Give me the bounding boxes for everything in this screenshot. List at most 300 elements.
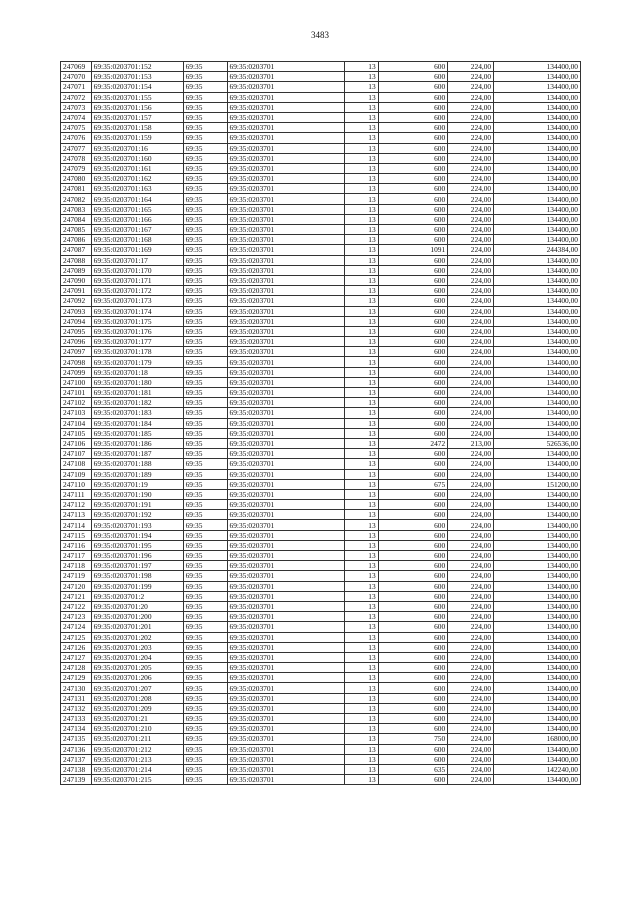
unit-value-cell: 224,00 — [448, 591, 494, 601]
row-number-cell: 247074 — [61, 112, 92, 122]
unit-value-cell: 224,00 — [448, 642, 494, 652]
unit-value-cell: 224,00 — [448, 316, 494, 326]
cadastral-number-cell: 69:35:0203701:179 — [91, 357, 183, 367]
table-row — [61, 245, 581, 255]
table-row — [61, 82, 581, 92]
cadastral-number-cell: 69:35:0203701:180 — [91, 377, 183, 387]
cadastral-value-cell: 134400,00 — [494, 225, 581, 235]
cadastral-value-cell: 134400,00 — [494, 357, 581, 367]
category-code-cell: 13 — [344, 591, 378, 601]
cadastral-value-cell: 134400,00 — [494, 683, 581, 693]
district-code-cell: 69:35 — [183, 255, 227, 265]
cadastral-value-cell: 134400,00 — [494, 724, 581, 734]
district-code-cell: 69:35 — [183, 714, 227, 724]
table-row — [61, 92, 581, 102]
row-number-cell: 247111 — [61, 489, 92, 499]
cadastral-number-cell: 69:35:0203701:19 — [91, 479, 183, 489]
cadastral-value-cell: 134400,00 — [494, 744, 581, 754]
table-row — [61, 601, 581, 611]
land-area-cell: 600 — [378, 612, 447, 622]
row-number-cell: 247080 — [61, 174, 92, 184]
unit-value-cell: 224,00 — [448, 62, 494, 72]
category-code-cell: 13 — [344, 143, 378, 153]
unit-value-cell: 224,00 — [448, 398, 494, 408]
quarter-code-cell: 69:35:0203701 — [227, 520, 344, 530]
table-row — [61, 143, 581, 153]
row-number-cell: 247121 — [61, 591, 92, 601]
row-number-cell: 247093 — [61, 306, 92, 316]
row-number-cell: 247098 — [61, 357, 92, 367]
table-row — [61, 163, 581, 173]
land-area-cell: 600 — [378, 143, 447, 153]
unit-value-cell: 224,00 — [448, 275, 494, 285]
row-number-cell: 247078 — [61, 153, 92, 163]
quarter-code-cell: 69:35:0203701 — [227, 530, 344, 540]
unit-value-cell: 224,00 — [448, 72, 494, 82]
unit-value-cell: 224,00 — [448, 102, 494, 112]
land-area-cell: 600 — [378, 551, 447, 561]
unit-value-cell: 224,00 — [448, 632, 494, 642]
cadastral-number-cell: 69:35:0203701:189 — [91, 469, 183, 479]
cadastral-number-cell: 69:35:0203701:161 — [91, 163, 183, 173]
table-row — [61, 438, 581, 448]
land-area-cell: 600 — [378, 174, 447, 184]
land-area-cell: 600 — [378, 744, 447, 754]
district-code-cell: 69:35 — [183, 245, 227, 255]
cadastral-number-cell: 69:35:0203701:157 — [91, 112, 183, 122]
cadastral-number-cell: 69:35:0203701:190 — [91, 489, 183, 499]
table-row — [61, 693, 581, 703]
district-code-cell: 69:35 — [183, 744, 227, 754]
category-code-cell: 13 — [344, 581, 378, 591]
cadastral-number-cell: 69:35:0203701:209 — [91, 703, 183, 713]
land-area-cell: 600 — [378, 214, 447, 224]
table-row — [61, 214, 581, 224]
table-row — [61, 255, 581, 265]
category-code-cell: 13 — [344, 703, 378, 713]
category-code-cell: 13 — [344, 408, 378, 418]
land-area-cell: 600 — [378, 92, 447, 102]
cadastral-number-cell: 69:35:0203701:169 — [91, 245, 183, 255]
table-row — [61, 632, 581, 642]
table-row — [61, 62, 581, 72]
cadastral-value-cell: 134400,00 — [494, 591, 581, 601]
quarter-code-cell: 69:35:0203701 — [227, 184, 344, 194]
land-area-cell: 600 — [378, 388, 447, 398]
category-code-cell: 13 — [344, 520, 378, 530]
row-number-cell: 247087 — [61, 245, 92, 255]
quarter-code-cell: 69:35:0203701 — [227, 449, 344, 459]
land-area-cell: 600 — [378, 601, 447, 611]
category-code-cell: 13 — [344, 398, 378, 408]
cadastral-number-cell: 69:35:0203701:210 — [91, 724, 183, 734]
quarter-code-cell: 69:35:0203701 — [227, 326, 344, 336]
cadastral-value-cell: 526536,00 — [494, 438, 581, 448]
unit-value-cell: 224,00 — [448, 428, 494, 438]
cadastral-number-cell: 69:35:0203701:205 — [91, 663, 183, 673]
row-number-cell: 247096 — [61, 337, 92, 347]
quarter-code-cell: 69:35:0203701 — [227, 428, 344, 438]
unit-value-cell: 224,00 — [448, 561, 494, 571]
cadastral-value-cell: 134400,00 — [494, 133, 581, 143]
row-number-cell: 247071 — [61, 82, 92, 92]
cadastral-value-cell: 134400,00 — [494, 520, 581, 530]
cadastral-value-cell: 134400,00 — [494, 693, 581, 703]
land-area-cell: 600 — [378, 642, 447, 652]
district-code-cell: 69:35 — [183, 133, 227, 143]
cadastral-number-cell: 69:35:0203701:211 — [91, 734, 183, 744]
quarter-code-cell: 69:35:0203701 — [227, 275, 344, 285]
quarter-code-cell: 69:35:0203701 — [227, 367, 344, 377]
land-area-cell: 600 — [378, 133, 447, 143]
unit-value-cell: 224,00 — [448, 408, 494, 418]
unit-value-cell: 224,00 — [448, 754, 494, 764]
district-code-cell: 69:35 — [183, 622, 227, 632]
district-code-cell: 69:35 — [183, 438, 227, 448]
cadastral-number-cell: 69:35:0203701:207 — [91, 683, 183, 693]
unit-value-cell: 224,00 — [448, 163, 494, 173]
cadastral-value-cell: 134400,00 — [494, 316, 581, 326]
quarter-code-cell: 69:35:0203701 — [227, 612, 344, 622]
cadastral-number-cell: 69:35:0203701:172 — [91, 286, 183, 296]
cadastral-value-cell: 134400,00 — [494, 255, 581, 265]
unit-value-cell: 224,00 — [448, 601, 494, 611]
cadastral-value-cell: 134400,00 — [494, 367, 581, 377]
quarter-code-cell: 69:35:0203701 — [227, 194, 344, 204]
cadastral-value-cell: 134400,00 — [494, 62, 581, 72]
district-code-cell: 69:35 — [183, 316, 227, 326]
unit-value-cell: 224,00 — [448, 153, 494, 163]
cadastral-value-cell: 134400,00 — [494, 123, 581, 133]
table-row — [61, 469, 581, 479]
unit-value-cell: 224,00 — [448, 724, 494, 734]
cadastral-number-cell: 69:35:0203701:164 — [91, 194, 183, 204]
category-code-cell: 13 — [344, 316, 378, 326]
row-number-cell: 247069 — [61, 62, 92, 72]
row-number-cell: 247079 — [61, 163, 92, 173]
cadastral-value-cell: 134400,00 — [494, 326, 581, 336]
cadastral-number-cell: 69:35:0203701:167 — [91, 225, 183, 235]
quarter-code-cell: 69:35:0203701 — [227, 754, 344, 764]
district-code-cell: 69:35 — [183, 540, 227, 550]
cadastral-value-cell: 134400,00 — [494, 174, 581, 184]
district-code-cell: 69:35 — [183, 143, 227, 153]
quarter-code-cell: 69:35:0203701 — [227, 591, 344, 601]
unit-value-cell: 224,00 — [448, 459, 494, 469]
table-row — [61, 112, 581, 122]
unit-value-cell: 224,00 — [448, 204, 494, 214]
district-code-cell: 69:35 — [183, 693, 227, 703]
cadastral-value-cell: 244384,00 — [494, 245, 581, 255]
cadastral-number-cell: 69:35:0203701:153 — [91, 72, 183, 82]
cadastral-value-cell: 134400,00 — [494, 673, 581, 683]
category-code-cell: 13 — [344, 204, 378, 214]
district-code-cell: 69:35 — [183, 214, 227, 224]
land-area-cell: 600 — [378, 184, 447, 194]
quarter-code-cell: 69:35:0203701 — [227, 683, 344, 693]
land-area-cell: 600 — [378, 622, 447, 632]
category-code-cell: 13 — [344, 642, 378, 652]
cadastral-number-cell: 69:35:0203701:184 — [91, 418, 183, 428]
unit-value-cell: 224,00 — [448, 326, 494, 336]
category-code-cell: 13 — [344, 489, 378, 499]
district-code-cell: 69:35 — [183, 724, 227, 734]
table-row — [61, 377, 581, 387]
unit-value-cell: 224,00 — [448, 520, 494, 530]
district-code-cell: 69:35 — [183, 479, 227, 489]
cadastral-value-cell: 134400,00 — [494, 775, 581, 785]
row-number-cell: 247134 — [61, 724, 92, 734]
row-number-cell: 247081 — [61, 184, 92, 194]
row-number-cell: 247136 — [61, 744, 92, 754]
category-code-cell: 13 — [344, 82, 378, 92]
quarter-code-cell: 69:35:0203701 — [227, 408, 344, 418]
district-code-cell: 69:35 — [183, 530, 227, 540]
category-code-cell: 13 — [344, 612, 378, 622]
row-number-cell: 247088 — [61, 255, 92, 265]
row-number-cell: 247116 — [61, 540, 92, 550]
quarter-code-cell: 69:35:0203701 — [227, 174, 344, 184]
category-code-cell: 13 — [344, 286, 378, 296]
category-code-cell: 13 — [344, 163, 378, 173]
quarter-code-cell: 69:35:0203701 — [227, 734, 344, 744]
land-area-cell: 600 — [378, 72, 447, 82]
district-code-cell: 69:35 — [183, 673, 227, 683]
row-number-cell: 247108 — [61, 459, 92, 469]
table-row — [61, 225, 581, 235]
category-code-cell: 13 — [344, 418, 378, 428]
table-row — [61, 194, 581, 204]
quarter-code-cell: 69:35:0203701 — [227, 296, 344, 306]
district-code-cell: 69:35 — [183, 703, 227, 713]
district-code-cell: 69:35 — [183, 275, 227, 285]
cadastral-value-cell: 134400,00 — [494, 530, 581, 540]
table-row — [61, 673, 581, 683]
land-area-cell: 600 — [378, 632, 447, 642]
land-area-cell: 600 — [378, 102, 447, 112]
category-code-cell: 13 — [344, 214, 378, 224]
cadastral-number-cell: 69:35:0203701:185 — [91, 428, 183, 438]
row-number-cell: 247133 — [61, 714, 92, 724]
table-row — [61, 367, 581, 377]
unit-value-cell: 224,00 — [448, 112, 494, 122]
category-code-cell: 13 — [344, 438, 378, 448]
land-area-cell: 600 — [378, 235, 447, 245]
row-number-cell: 247139 — [61, 775, 92, 785]
land-area-cell: 600 — [378, 326, 447, 336]
unit-value-cell: 213,00 — [448, 438, 494, 448]
cadastral-number-cell: 69:35:0203701:186 — [91, 438, 183, 448]
unit-value-cell: 224,00 — [448, 357, 494, 367]
land-area-cell: 600 — [378, 561, 447, 571]
cadastral-value-cell: 134400,00 — [494, 143, 581, 153]
unit-value-cell: 224,00 — [448, 306, 494, 316]
table-row — [61, 479, 581, 489]
district-code-cell: 69:35 — [183, 469, 227, 479]
unit-value-cell: 224,00 — [448, 489, 494, 499]
cadastral-number-cell: 69:35:0203701:158 — [91, 123, 183, 133]
land-area-cell: 600 — [378, 683, 447, 693]
table-row — [61, 418, 581, 428]
cadastral-value-cell: 134400,00 — [494, 194, 581, 204]
cadastral-value-cell: 134400,00 — [494, 112, 581, 122]
district-code-cell: 69:35 — [183, 601, 227, 611]
unit-value-cell: 224,00 — [448, 194, 494, 204]
district-code-cell: 69:35 — [183, 642, 227, 652]
table-row — [61, 581, 581, 591]
land-area-cell: 2472 — [378, 438, 447, 448]
table-row — [61, 102, 581, 112]
table-row — [61, 703, 581, 713]
land-area-cell: 600 — [378, 428, 447, 438]
cadastral-number-cell: 69:35:0203701:160 — [91, 153, 183, 163]
unit-value-cell: 224,00 — [448, 388, 494, 398]
district-code-cell: 69:35 — [183, 367, 227, 377]
district-code-cell: 69:35 — [183, 225, 227, 235]
quarter-code-cell: 69:35:0203701 — [227, 235, 344, 245]
category-code-cell: 13 — [344, 123, 378, 133]
unit-value-cell: 224,00 — [448, 123, 494, 133]
row-number-cell: 247106 — [61, 438, 92, 448]
table-row — [61, 306, 581, 316]
district-code-cell: 69:35 — [183, 326, 227, 336]
cadastral-value-cell: 134400,00 — [494, 663, 581, 673]
table-row — [61, 347, 581, 357]
land-area-cell: 600 — [378, 255, 447, 265]
quarter-code-cell: 69:35:0203701 — [227, 306, 344, 316]
cadastral-number-cell: 69:35:0203701:20 — [91, 601, 183, 611]
category-code-cell: 13 — [344, 459, 378, 469]
land-area-cell: 600 — [378, 500, 447, 510]
cadastral-value-cell: 134400,00 — [494, 551, 581, 561]
row-number-cell: 247128 — [61, 663, 92, 673]
row-number-cell: 247138 — [61, 764, 92, 774]
category-code-cell: 13 — [344, 275, 378, 285]
category-code-cell: 13 — [344, 153, 378, 163]
cadastral-value-cell: 134400,00 — [494, 652, 581, 662]
table-row — [61, 153, 581, 163]
row-number-cell: 247090 — [61, 275, 92, 285]
quarter-code-cell: 69:35:0203701 — [227, 153, 344, 163]
cadastral-value-cell: 134400,00 — [494, 204, 581, 214]
table-row — [61, 561, 581, 571]
land-area-cell: 600 — [378, 703, 447, 713]
row-number-cell: 247120 — [61, 581, 92, 591]
district-code-cell: 69:35 — [183, 377, 227, 387]
cadastral-number-cell: 69:35:0203701:2 — [91, 591, 183, 601]
category-code-cell: 13 — [344, 652, 378, 662]
category-code-cell: 13 — [344, 337, 378, 347]
unit-value-cell: 224,00 — [448, 734, 494, 744]
unit-value-cell: 224,00 — [448, 612, 494, 622]
unit-value-cell: 224,00 — [448, 540, 494, 550]
quarter-code-cell: 69:35:0203701 — [227, 622, 344, 632]
quarter-code-cell: 69:35:0203701 — [227, 123, 344, 133]
cadastral-number-cell: 69:35:0203701:17 — [91, 255, 183, 265]
district-code-cell: 69:35 — [183, 591, 227, 601]
category-code-cell: 13 — [344, 622, 378, 632]
district-code-cell: 69:35 — [183, 500, 227, 510]
table-row — [61, 754, 581, 764]
district-code-cell: 69:35 — [183, 286, 227, 296]
category-code-cell: 13 — [344, 245, 378, 255]
quarter-code-cell: 69:35:0203701 — [227, 601, 344, 611]
row-number-cell: 247073 — [61, 102, 92, 112]
category-code-cell: 13 — [344, 601, 378, 611]
cadastral-value-cell: 134400,00 — [494, 642, 581, 652]
table-row — [61, 133, 581, 143]
district-code-cell: 69:35 — [183, 357, 227, 367]
table-row — [61, 652, 581, 662]
row-number-cell: 247110 — [61, 479, 92, 489]
row-number-cell: 247101 — [61, 388, 92, 398]
cadastral-value-cell: 134400,00 — [494, 72, 581, 82]
quarter-code-cell: 69:35:0203701 — [227, 510, 344, 520]
cadastral-number-cell: 69:35:0203701:165 — [91, 204, 183, 214]
cadastral-number-cell: 69:35:0203701:201 — [91, 622, 183, 632]
cadastral-value-cell: 134400,00 — [494, 510, 581, 520]
cadastral-value-cell: 134400,00 — [494, 500, 581, 510]
quarter-code-cell: 69:35:0203701 — [227, 357, 344, 367]
district-code-cell: 69:35 — [183, 102, 227, 112]
row-number-cell: 247126 — [61, 642, 92, 652]
category-code-cell: 13 — [344, 102, 378, 112]
unit-value-cell: 224,00 — [448, 714, 494, 724]
quarter-code-cell: 69:35:0203701 — [227, 72, 344, 82]
cadastral-number-cell: 69:35:0203701:194 — [91, 530, 183, 540]
category-code-cell: 13 — [344, 296, 378, 306]
district-code-cell: 69:35 — [183, 754, 227, 764]
land-area-cell: 600 — [378, 163, 447, 173]
land-area-cell: 600 — [378, 673, 447, 683]
category-code-cell: 13 — [344, 469, 378, 479]
table-row — [61, 388, 581, 398]
cadastral-number-cell: 69:35:0203701:154 — [91, 82, 183, 92]
row-number-cell: 247075 — [61, 123, 92, 133]
land-area-cell: 635 — [378, 764, 447, 774]
unit-value-cell: 224,00 — [448, 255, 494, 265]
cadastral-value-cell: 134400,00 — [494, 163, 581, 173]
table-row — [61, 184, 581, 194]
unit-value-cell: 224,00 — [448, 764, 494, 774]
cadastral-number-cell: 69:35:0203701:187 — [91, 449, 183, 459]
district-code-cell: 69:35 — [183, 408, 227, 418]
category-code-cell: 13 — [344, 225, 378, 235]
quarter-code-cell: 69:35:0203701 — [227, 286, 344, 296]
row-number-cell: 247092 — [61, 296, 92, 306]
cadastral-number-cell: 69:35:0203701:173 — [91, 296, 183, 306]
category-code-cell: 13 — [344, 367, 378, 377]
row-number-cell: 247113 — [61, 510, 92, 520]
land-area-cell: 600 — [378, 225, 447, 235]
district-code-cell: 69:35 — [183, 489, 227, 499]
quarter-code-cell: 69:35:0203701 — [227, 561, 344, 571]
row-number-cell: 247091 — [61, 286, 92, 296]
cadastral-number-cell: 69:35:0203701:203 — [91, 642, 183, 652]
category-code-cell: 13 — [344, 510, 378, 520]
row-number-cell: 247122 — [61, 601, 92, 611]
district-code-cell: 69:35 — [183, 163, 227, 173]
land-area-cell: 600 — [378, 62, 447, 72]
quarter-code-cell: 69:35:0203701 — [227, 337, 344, 347]
cadastral-value-cell: 134400,00 — [494, 82, 581, 92]
district-code-cell: 69:35 — [183, 72, 227, 82]
cadastral-number-cell: 69:35:0203701:199 — [91, 581, 183, 591]
land-area-cell: 600 — [378, 775, 447, 785]
category-code-cell: 13 — [344, 744, 378, 754]
row-number-cell: 247119 — [61, 571, 92, 581]
cadastral-number-cell: 69:35:0203701:163 — [91, 184, 183, 194]
